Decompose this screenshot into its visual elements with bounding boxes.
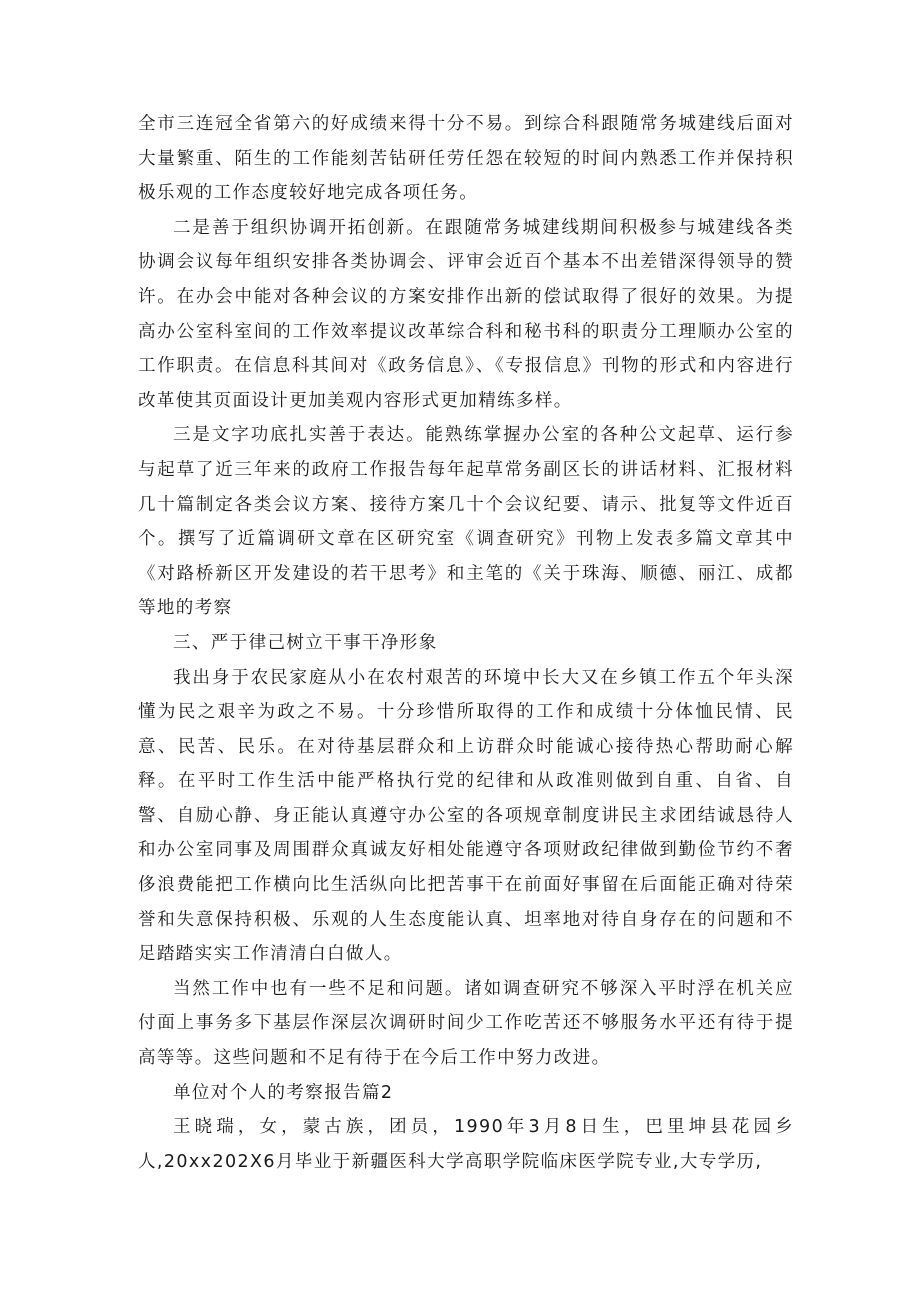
paragraph-writing: 三是文字功底扎实善于表达。能熟练掌握办公室的各种公文起草、运行参与起草了近三年来的政府工作报告每年起草常务副区长的讲话材料、汇报材料几十篇制定各类会议方案、接待方案几十个会议纪要、请示、批复等文件近百个。撰写了近篇调研文章在区研究室《调查研究》刊物上发表多篇文章其中《对路桥新区开发建设的若干思考》和主笔的《关于珠海、顺德、丽江、成都等地的考察 [138,425,794,619]
document-body [138,107,794,1179]
paragraph-coordination: 二是善于组织协调开拓创新。在跟随常务城建线期间积极参与城建线各类协调会议每年组织安排各类协调会、评审会近百个基本不出差错深得领导的赞许。在办会中能对各种会议的方案安排作出新的偿试取得了很好的效果。为提高办公室科室间的工作效率提议改革综合科和秘书科的职责分工理顺办公室的工作职责。在信息科其间对《政务信息》、《专报信息》刊物的形式和内容进行改革使其页面设计更加美观内容形式更加精练多样。 [138,217,794,411]
paragraph-shortcomings: 当然工作中也有一些不足和问题。诸如调查研究不够深入平时浮在机关应付面上事务多下基层作深层次调研时间少工作吃苦还不够服务水平还有待于提高等等。这些问题和不足有待于在今后工作中努力改进。 [138,978,794,1069]
paragraph-continuation: 全市三连冠全省第六的好成绩来得十分不易。到综合科跟随常务城建线后面对大量繁重、陌生的工作能刻苦钻研任劳任怨在较短的时间内熟悉工作并保持积极乐观的工作态度较好地完成各项任务。 [138,114,794,204]
report-title-part-2: 单位对个人的考察报告篇2 [173,1082,394,1103]
section-heading-discipline: 三、严于律己树立干事干净形象 [173,632,438,653]
paragraph-background: 我出身于农民家庭从小在农村艰苦的环境中长大又在乡镇工作五个年头深懂为民之艰辛为政之不易。十分珍惜所取得的工作和成绩十分体恤民情、民意、民苦、民乐。在对待基层群众和上访群众时能诚心接待热心帮助耐心解释。在平时工作生活中能严格执行党的纪律和从政准则做到自重、自省、自警、自励心静、身正能认真遵守办公室的各项规章制度讲民主求团结诚恳待人和办公室同事及周围群众真诚友好相处能遵守各项财政纪律做到勤俭节约不奢侈浪费能把工作横向比生活纵向比把苦事干在前面好事留在后面能正确对待荣誉和失意保持积极、乐观的人生态度能认真、坦率地对待自身存在的问题和不足踏踏实实工作清清白白做人。 [138,667,794,965]
paragraph-profile: 王晓瑞，女，蒙古族，团员，1990年3月8日生，巴里坤县花园乡人,20xx202X6月毕业于新疆医科大学高职学院临床医学院专业,大专学历, [138,1117,794,1172]
